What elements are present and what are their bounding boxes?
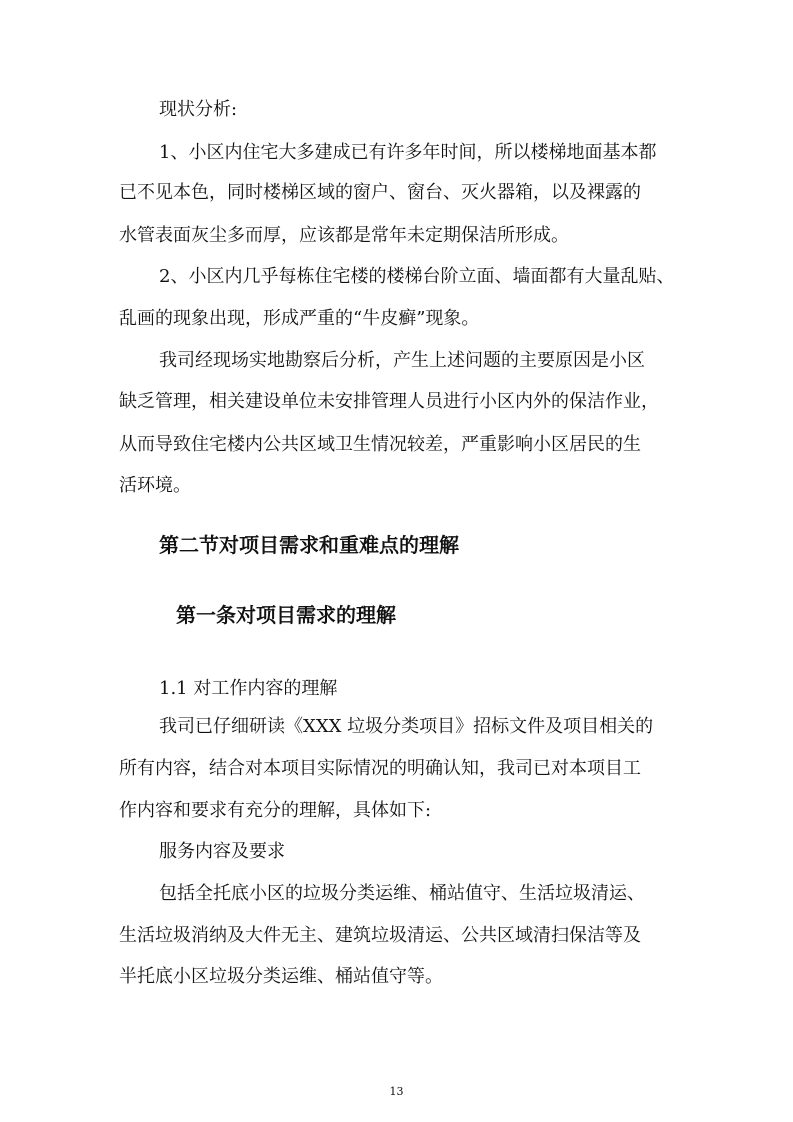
subsection-title: 1.1 对工作内容的理解 [159, 678, 338, 699]
paragraph-line: 缺乏管理，相关建设单位未安排管理人员进行小区内外的保洁作业， [119, 391, 659, 412]
paragraph-line: 已不见本色，同时楼梯区域的窗户、窗台、灭火器箱，以及裸露的 [119, 182, 641, 203]
page-number: 13 [389, 1085, 404, 1098]
paragraph-line: 作内容和要求有充分的理解，具体如下: [119, 800, 432, 821]
paragraph-line: 水管表面灰尘多而厚，应该都是常年未定期保洁所形成。 [119, 225, 569, 246]
paragraph-line: 1、小区内住宅大多建成已有许多年时间，所以楼梯地面基本都 [159, 142, 657, 163]
paragraph-line: 半托底小区垃圾分类运维、桶站值守等。 [119, 966, 443, 987]
status-heading: 现状分析: [159, 99, 238, 120]
service-heading: 服务内容及要求 [159, 841, 285, 862]
paragraph-line: 活环境。 [119, 475, 191, 496]
section-2-title: 第二节对项目需求和重难点的理解 [159, 533, 459, 557]
paragraph-line: 我司已仔细研读《XXX 垃圾分类项目》招标文件及项目相关的 [159, 716, 654, 737]
paragraph-line: 生活垃圾消纳及大件无主、建筑垃圾清运、公共区域清扫保洁等及 [119, 925, 641, 946]
paragraph-line: 从而导致住宅楼内公共区域卫生情况较差，严重影响小区居民的生 [119, 434, 641, 455]
paragraph-line: 所有内容，结合对本项目实际情况的明确认知，我司已对本项目工 [119, 758, 641, 779]
paragraph-line: 乱画的现象出现，形成严重的“牛皮癣”现象。 [119, 308, 480, 329]
paragraph-line: 包括全托底小区的垃圾分类运维、桶站值守、生活垃圾清运、 [159, 883, 645, 904]
article-1-title: 第一条对项目需求的理解 [176, 603, 396, 627]
paragraph-line: 我司经现场实地勘察后分析，产生上述问题的主要原因是小区 [159, 350, 645, 371]
paragraph-line: 2、小区内几乎每栋住宅楼的楼梯台阶立面、墙面都有大量乱贴、 [159, 266, 675, 287]
